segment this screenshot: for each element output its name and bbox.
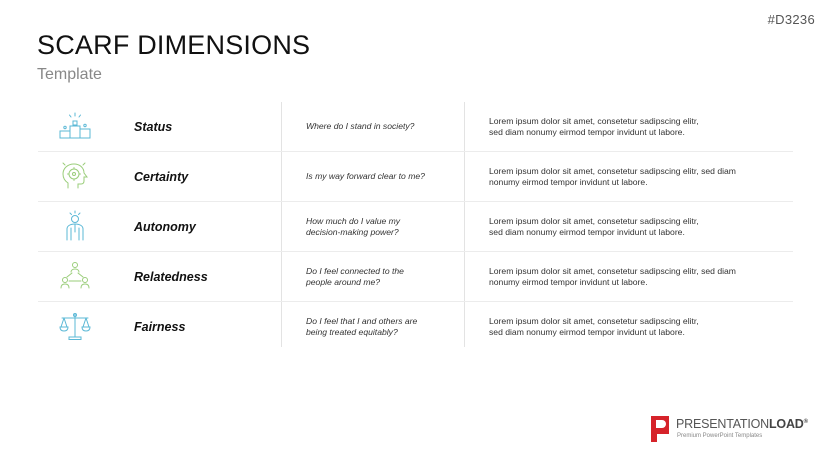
question-text: How much do I value my decision-making power? (306, 215, 401, 237)
question-text: Is my way forward clear to me? (306, 171, 425, 181)
dimension-label: Relatedness (134, 269, 208, 284)
table-row-fairness (38, 302, 793, 351)
description-text: Lorem ipsum dolor sit amet, consetetur sadipscing elitr, sed diam nonumy eirmod tempor invidunt ut labore. (489, 115, 699, 137)
dimension-label: Autonomy (134, 219, 196, 234)
table-row-autonomy (38, 202, 793, 252)
brand-mark-icon (651, 416, 669, 442)
brain-icon (58, 160, 92, 192)
description-text: Lorem ipsum dolor sit amet, consetetur sadipscing elitr, sed diam nonumy eirmod tempor invidunt ut labore. (489, 165, 736, 187)
presentationload-logo (651, 414, 811, 446)
page-subtitle: Template (37, 66, 102, 83)
logo-main: PRESENTATION (676, 417, 769, 431)
scales-icon (58, 310, 92, 342)
scarf-table (38, 102, 793, 351)
podium-icon (58, 110, 92, 142)
table-row-certainty (38, 152, 793, 202)
dimension-label: Status (134, 119, 173, 134)
description-text: Lorem ipsum dolor sit amet, consetetur sadipscing elitr, sed diam nonumy eirmod tempor invidunt ut labore. (489, 315, 699, 337)
dimension-label: Fairness (134, 319, 186, 334)
template-code: #D3236 (767, 12, 815, 27)
description-text: Lorem ipsum dolor sit amet, consetetur sadipscing elitr, sed diam nonumy eirmod tempor invidunt ut labore. (489, 265, 736, 287)
dimension-label: Certainty (134, 169, 189, 184)
logo-tagline: Premium PowerPoint Templates (677, 433, 763, 439)
question-text: Do I feel connected to the people around me? (306, 265, 404, 287)
person-icon (58, 210, 92, 242)
question-text: Do I feel that I and others are being treated equitably? (306, 315, 418, 337)
page-title: SCARF DIMENSIONS (37, 30, 311, 60)
logo-bold: LOAD (768, 417, 804, 431)
logo-registered: ® (803, 418, 808, 425)
logo-wordmark (676, 417, 808, 431)
description-text: Lorem ipsum dolor sit amet, consetetur sadipscing elitr, sed diam nonumy eirmod tempor invidunt ut labore. (489, 215, 699, 237)
table-row-relatedness (38, 252, 793, 302)
question-text: Where do I stand in society? (306, 121, 415, 131)
table-row-status (38, 102, 793, 152)
network-icon (58, 260, 92, 292)
